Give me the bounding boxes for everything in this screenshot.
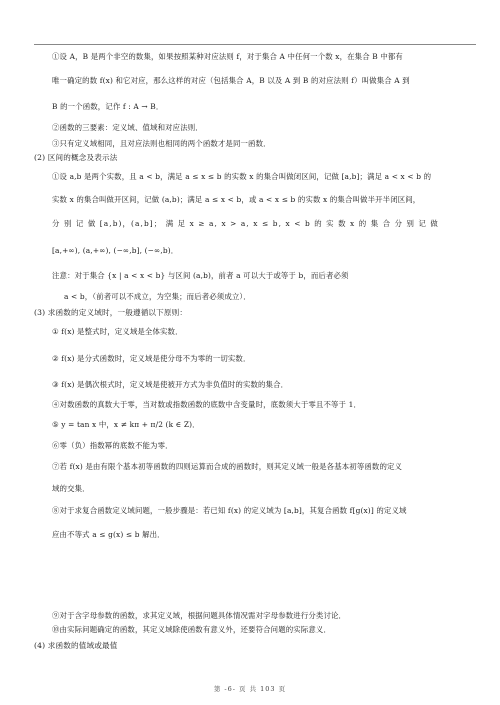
text-line: 分 别 记 做 [a,b)，(a,b]； 满 足 x ≥ a, x > a, x ≤ b, x < b 的 实 数 x 的 集 合 分 别 记 做 bbox=[52, 219, 439, 228]
text-line: 应由不等式 a ≤ g(x) ≤ b 解出． bbox=[52, 530, 165, 539]
text-line: ⑨对于含字母参数的函数，求其定义域，根据问题具体情况需对字母参数进行分类讨论． bbox=[52, 611, 347, 620]
text-line: ⑤ y = tan x 中，x ≠ kπ + π/2 (k ∈ Z)． bbox=[52, 420, 200, 429]
text-line: B 的一个函数，记作 f : A → B． bbox=[52, 102, 164, 111]
top-rule bbox=[34, 44, 476, 45]
section-heading: (3) 求函数的定义域时，一般遵循以下原则： bbox=[34, 308, 188, 317]
text-line: ③ f(x) 是偶次根式时，定义域是使被开方式为非负值时的实数的集合． bbox=[52, 380, 289, 389]
text-line: 域的交集． bbox=[52, 484, 90, 493]
note-line: 注意：对于集合 {x | a < x < b} 与区间 (a,b)，前者 a 可以大于或等于 b，而后者必须 bbox=[52, 271, 349, 280]
text-line: ①设 A，B 是两个非空的数集，如果按照某种对应法则 f，对于集合 A 中任何一个数 x，在集合 B 中都有 bbox=[52, 52, 403, 61]
text-line: ⑧对于求复合函数定义域问题，一般步骤是：若已知 f(x) 的定义域为 [a,b]，其复合函数 f[g(x)] 的定义域 bbox=[52, 506, 407, 515]
text-line: 实数 x 的集合叫做开区间，记做 (a,b)；满足 a ≤ x < b，或 a < x ≤ b 的实数 x 的集合叫做半开半闭区间， bbox=[52, 195, 421, 204]
text-line: ⑥零（负）指数幂的底数不能为零． bbox=[52, 441, 173, 450]
text-line: 唯一确定的数 f(x) 和它对应，那么这样的对应（包括集合 A，B 以及 A 到 B 的对应法则 f）叫做集合 A 到 bbox=[52, 76, 410, 85]
text-line: ② f(x) 是分式函数时，定义域是使分母不为零的一切实数． bbox=[52, 354, 251, 363]
text-line: ①设 a,b 是两个实数，且 a < b，满足 a ≤ x ≤ b 的实数 x 的集合叫做闭区间，记做 [a,b]；满足 a < x < b 的 bbox=[52, 172, 432, 181]
text-line: ⑦若 f(x) 是由有限个基本初等函数的四则运算而合成的函数时，则其定义域一般是各基本初等函数的定义 bbox=[52, 462, 403, 471]
text-line: [a,+∞), (a,+∞), (−∞,b], (−∞,b)． bbox=[52, 246, 179, 255]
text-line: ②函数的三要素：定义域、值域和对应法则． bbox=[52, 123, 203, 132]
text-line: ④对数函数的真数大于零，当对数或指数函数的底数中含变量时，底数须大于零且不等于 1． bbox=[52, 400, 361, 409]
text-line: ⑩由实际问题确定的函数，其定义域除使函数有意义外，还要符合问题的实际意义． bbox=[52, 625, 332, 634]
section-heading: (4) 求函数的值域或最值 bbox=[34, 641, 118, 650]
note-line: a < b，（前者可以不成立，为空集；而后者必须成立）． bbox=[64, 292, 251, 301]
section-heading: (2) 区间的概念及表示法 bbox=[34, 153, 118, 162]
text-line: ① f(x) 是整式时，定义域是全体实数． bbox=[52, 327, 183, 336]
page-footer: 第 -6- 页 共 103 页 bbox=[213, 685, 287, 693]
text-line: ③只有定义域相同，且对应法则也相同的两个函数才是同一函数． bbox=[52, 139, 271, 148]
